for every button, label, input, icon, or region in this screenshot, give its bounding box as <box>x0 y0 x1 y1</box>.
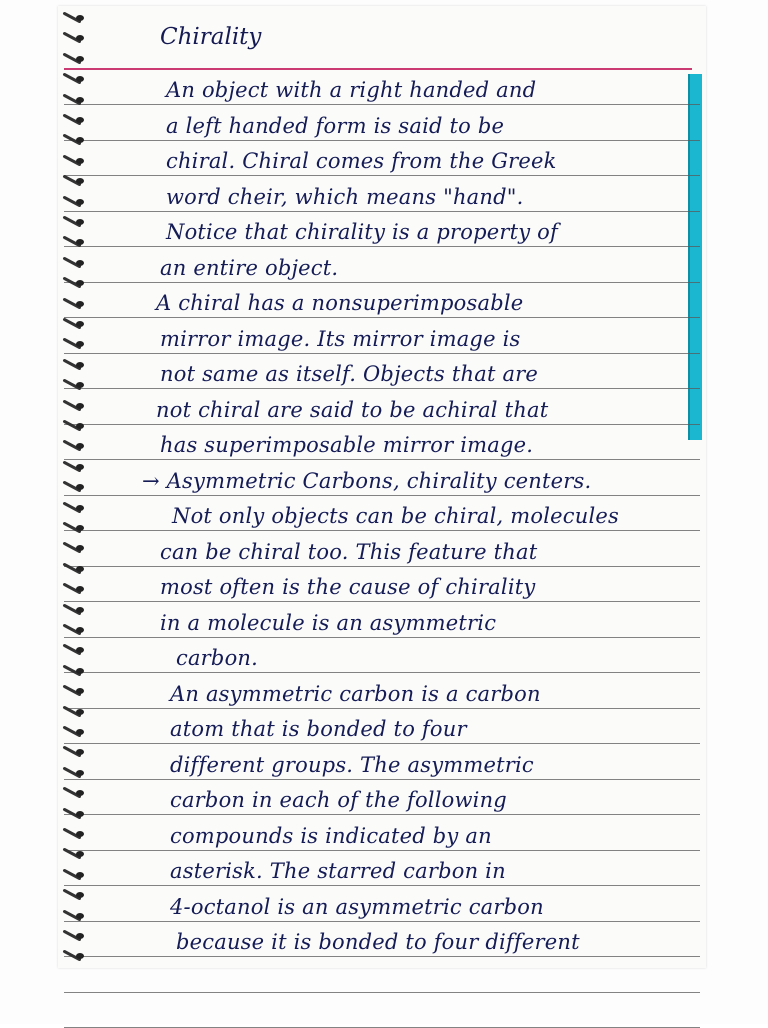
side-tab <box>690 74 702 440</box>
ruled-line <box>64 104 700 105</box>
text-line: word cheir, which means "hand". <box>166 185 524 209</box>
text-line: carbon in each of the following <box>170 788 507 812</box>
spiral-ring <box>60 891 90 900</box>
ruled-line <box>64 672 700 673</box>
spiral-ring <box>60 748 90 757</box>
spiral-ring <box>60 524 90 533</box>
spiral-ring <box>60 708 90 717</box>
text-line: different groups. The asymmetric <box>170 753 534 777</box>
spiral-ring <box>60 952 90 961</box>
ruled-line <box>64 530 700 531</box>
ruled-line <box>64 743 700 744</box>
spiral-ring <box>60 116 90 125</box>
spiral-ring <box>60 238 90 247</box>
spiral-ring <box>60 279 90 288</box>
spiral-ring <box>60 585 90 594</box>
spiral-ring <box>60 626 90 635</box>
spiral-ring <box>60 320 90 329</box>
spiral-ring <box>60 769 90 778</box>
text-line: an entire object. <box>160 256 339 280</box>
ruled-line <box>64 637 700 638</box>
spiral-ring <box>60 830 90 839</box>
spiral-ring <box>60 504 90 513</box>
spiral-ring <box>60 422 90 431</box>
text-line: An object with a right handed and <box>166 78 537 102</box>
spiral-ring <box>60 483 90 492</box>
spiral-ring <box>60 300 90 309</box>
text-line: mirror image. Its mirror image is <box>160 327 521 351</box>
text-line: → Asymmetric Carbons, chirality centers. <box>142 469 592 493</box>
ruled-line <box>64 246 700 247</box>
spiral-ring <box>60 198 90 207</box>
text-line: A chiral has a nonsuperimposable <box>156 291 524 315</box>
spiral-ring <box>60 55 90 64</box>
ruled-line <box>64 708 700 709</box>
spiral-ring <box>60 871 90 880</box>
spiral-ring <box>60 932 90 941</box>
ruled-line <box>64 885 700 886</box>
ruled-line <box>64 282 700 283</box>
ruled-line <box>64 459 700 460</box>
ruled-line <box>64 779 700 780</box>
spiral-ring <box>60 14 90 23</box>
ruled-line <box>64 992 700 993</box>
spiral-ring <box>60 442 90 451</box>
spiral-ring <box>60 177 90 186</box>
ruled-line <box>64 175 700 176</box>
spiral-ring <box>60 912 90 921</box>
text-line: not chiral are said to be achiral that <box>156 398 549 422</box>
text-line: not same as itself. Objects that are <box>160 362 539 386</box>
text-line: because it is bonded to four different <box>176 930 580 954</box>
text-line: compounds is indicated by an <box>170 824 492 848</box>
text-line: 4-octanol is an asymmetric carbon <box>170 895 544 919</box>
spiral-ring <box>60 687 90 696</box>
text-line: a left handed form is said to be <box>166 114 505 138</box>
ruled-line <box>64 424 700 425</box>
ruled-line <box>64 814 700 815</box>
ruled-line <box>64 140 700 141</box>
spiral-ring <box>60 850 90 859</box>
ruled-line <box>64 850 700 851</box>
spiral-ring <box>60 96 90 105</box>
text-line: Not only objects can be chiral, molecules <box>172 504 619 528</box>
spiral-ring <box>60 75 90 84</box>
text-line: chiral. Chiral comes from the Greek <box>166 149 557 173</box>
spiral-ring <box>60 259 90 268</box>
text-line: atom that is bonded to four <box>170 717 467 741</box>
spiral-ring <box>60 340 90 349</box>
spiral-ring <box>60 667 90 676</box>
spiral-ring <box>60 606 90 615</box>
spiral-ring <box>60 402 90 411</box>
spiral-ring <box>60 136 90 145</box>
spiral-ring <box>60 728 90 737</box>
ruled-line <box>64 353 700 354</box>
ruled-line <box>64 317 700 318</box>
ruled-line <box>64 601 700 602</box>
spiral-ring <box>60 34 90 43</box>
ruled-line <box>64 388 700 389</box>
ruled-line <box>64 921 700 922</box>
spiral-ring <box>60 544 90 553</box>
spiral-ring <box>60 646 90 655</box>
page-title: Chirality <box>160 24 262 50</box>
text-line: asterisk. The starred carbon in <box>170 859 506 883</box>
ruled-line <box>64 211 700 212</box>
spiral-ring <box>60 157 90 166</box>
spiral-ring <box>60 565 90 574</box>
spiral-ring <box>60 361 90 370</box>
text-line: can be chiral too. This feature that <box>160 540 538 564</box>
ruled-line <box>64 956 700 957</box>
spiral-ring <box>60 789 90 798</box>
text-line: Notice that chirality is a property of <box>166 220 558 244</box>
text-line: in a molecule is an asymmetric <box>160 611 497 635</box>
spiral-ring <box>60 381 90 390</box>
spiral-ring <box>60 810 90 819</box>
ruled-line <box>64 495 700 496</box>
text-line: carbon. <box>176 646 259 670</box>
top-margin-rule <box>64 68 692 70</box>
spiral-ring <box>60 463 90 472</box>
ruled-line <box>64 566 700 567</box>
spiral-ring <box>60 218 90 227</box>
text-line: An asymmetric carbon is a carbon <box>170 682 541 706</box>
text-line: has superimposable mirror image. <box>160 433 534 457</box>
text-line: most often is the cause of chirality <box>160 575 536 599</box>
